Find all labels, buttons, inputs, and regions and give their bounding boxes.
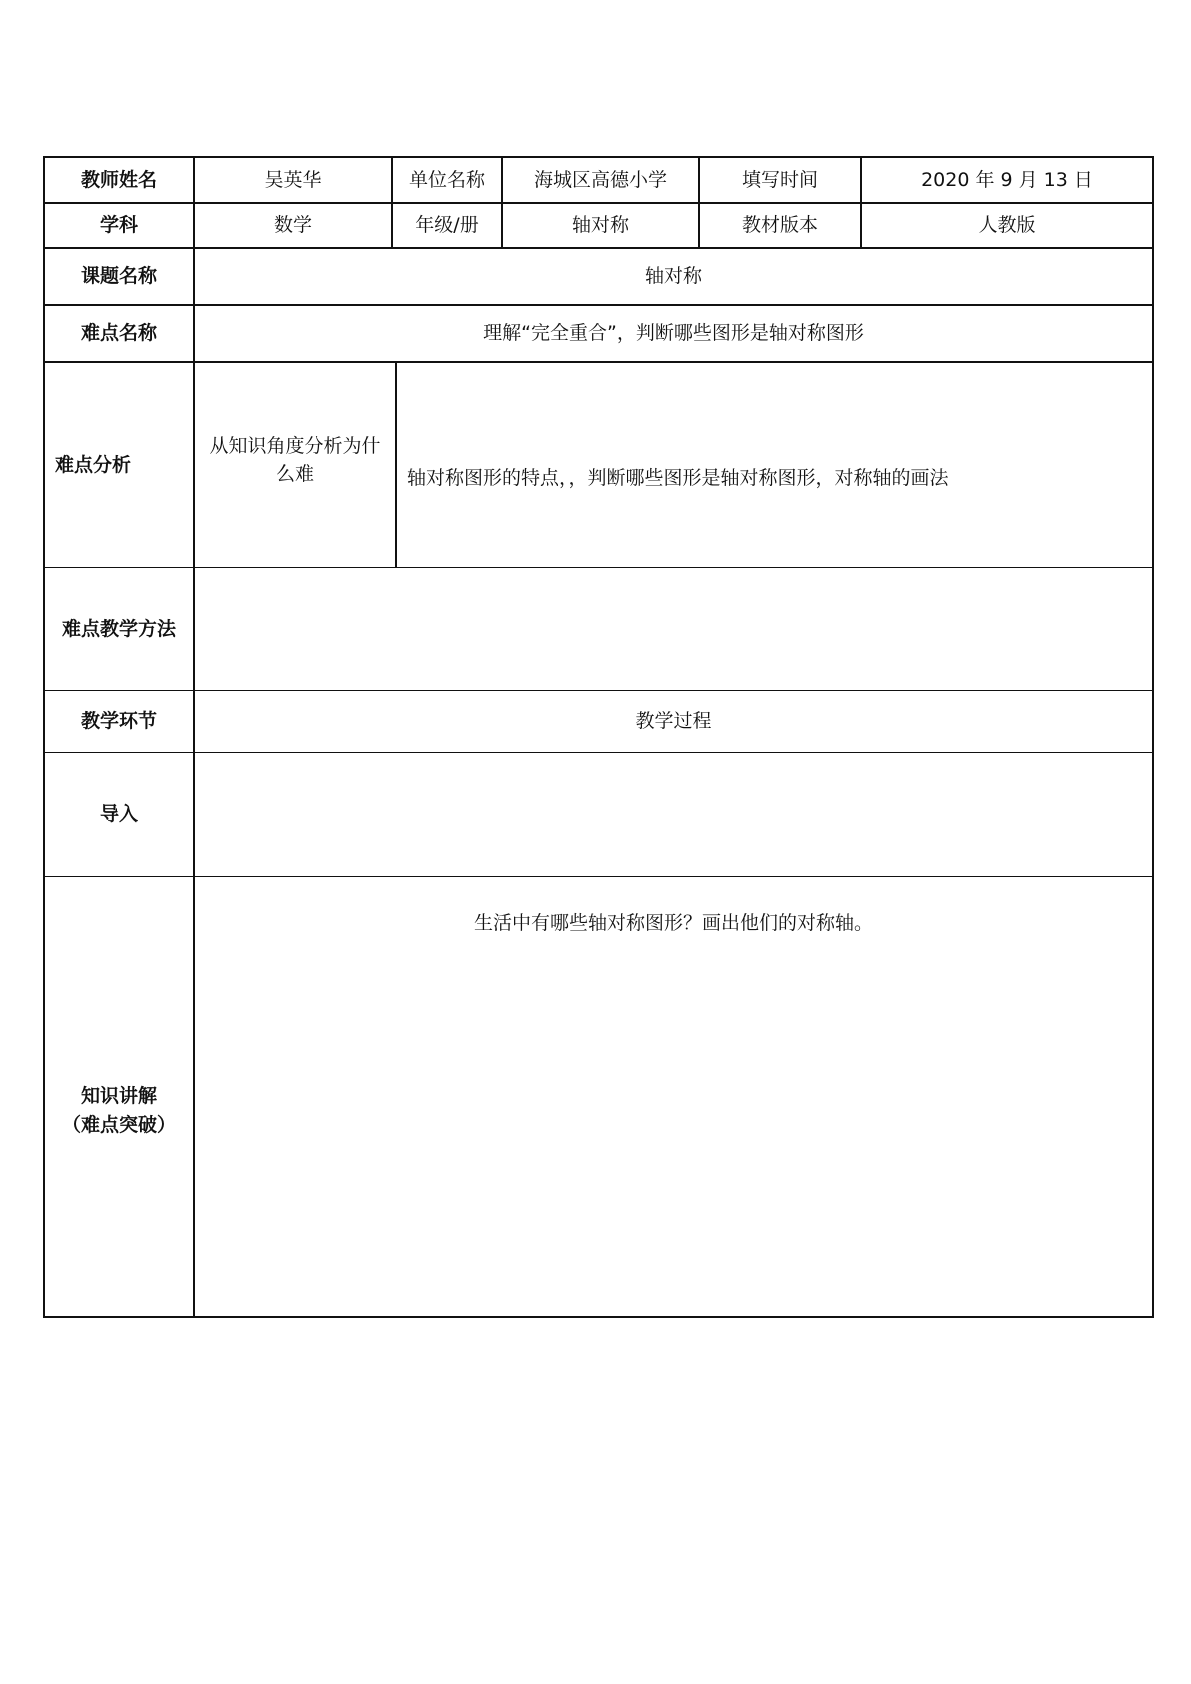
knowledge-value: 生活中有哪些轴对称图形？画出他们的对称轴。 (473, 911, 873, 934)
knowledge-label-line2: （难点突破） (61, 1113, 176, 1136)
fill-date-label: 填写时间 (741, 168, 818, 191)
analysis-sub-label: 从知识角度分析为什么难 (209, 434, 381, 485)
edition-value: 人教版 (978, 214, 1036, 237)
fill-date-value: 2020 年 9 月 13 日 (921, 168, 1093, 191)
intro-value (195, 753, 1152, 876)
subject-value: 数学 (273, 214, 312, 237)
edition-label: 教材版本 (741, 214, 818, 237)
teacher-name-value: 吴英华 (264, 168, 322, 191)
analysis-value: 轴对称图形的特点，，判断哪些图形是轴对称图形，对称轴的画法 (407, 466, 949, 489)
difficulty-label: 难点名称 (80, 322, 157, 345)
teaching-stage-label: 教学环节 (80, 710, 157, 733)
topic-label: 课题名称 (80, 265, 157, 288)
grade-label: 年级/册 (415, 214, 479, 237)
teacher-name-label: 教师姓名 (80, 168, 157, 191)
difficulty-value: 理解“完全重合”，判断哪些图形是轴对称图形 (483, 322, 864, 345)
topic-value: 轴对称 (644, 265, 702, 288)
knowledge-label (45, 877, 193, 1316)
unit-name-label: 单位名称 (408, 168, 485, 191)
lesson-plan-table (43, 156, 1154, 1318)
intro-label: 导入 (99, 803, 138, 826)
teaching-method-value (195, 568, 1152, 690)
subject-label: 学科 (99, 214, 138, 237)
unit-name-value: 海城区高德小学 (533, 168, 667, 191)
analysis-label: 难点分析 (55, 453, 132, 476)
knowledge-label-line1: 知识讲解 (80, 1085, 157, 1107)
teaching-process-header: 教学过程 (635, 710, 712, 733)
grade-value: 轴对称 (571, 214, 629, 237)
teaching-method-label: 难点教学方法 (61, 617, 176, 640)
column-divider (395, 361, 397, 567)
